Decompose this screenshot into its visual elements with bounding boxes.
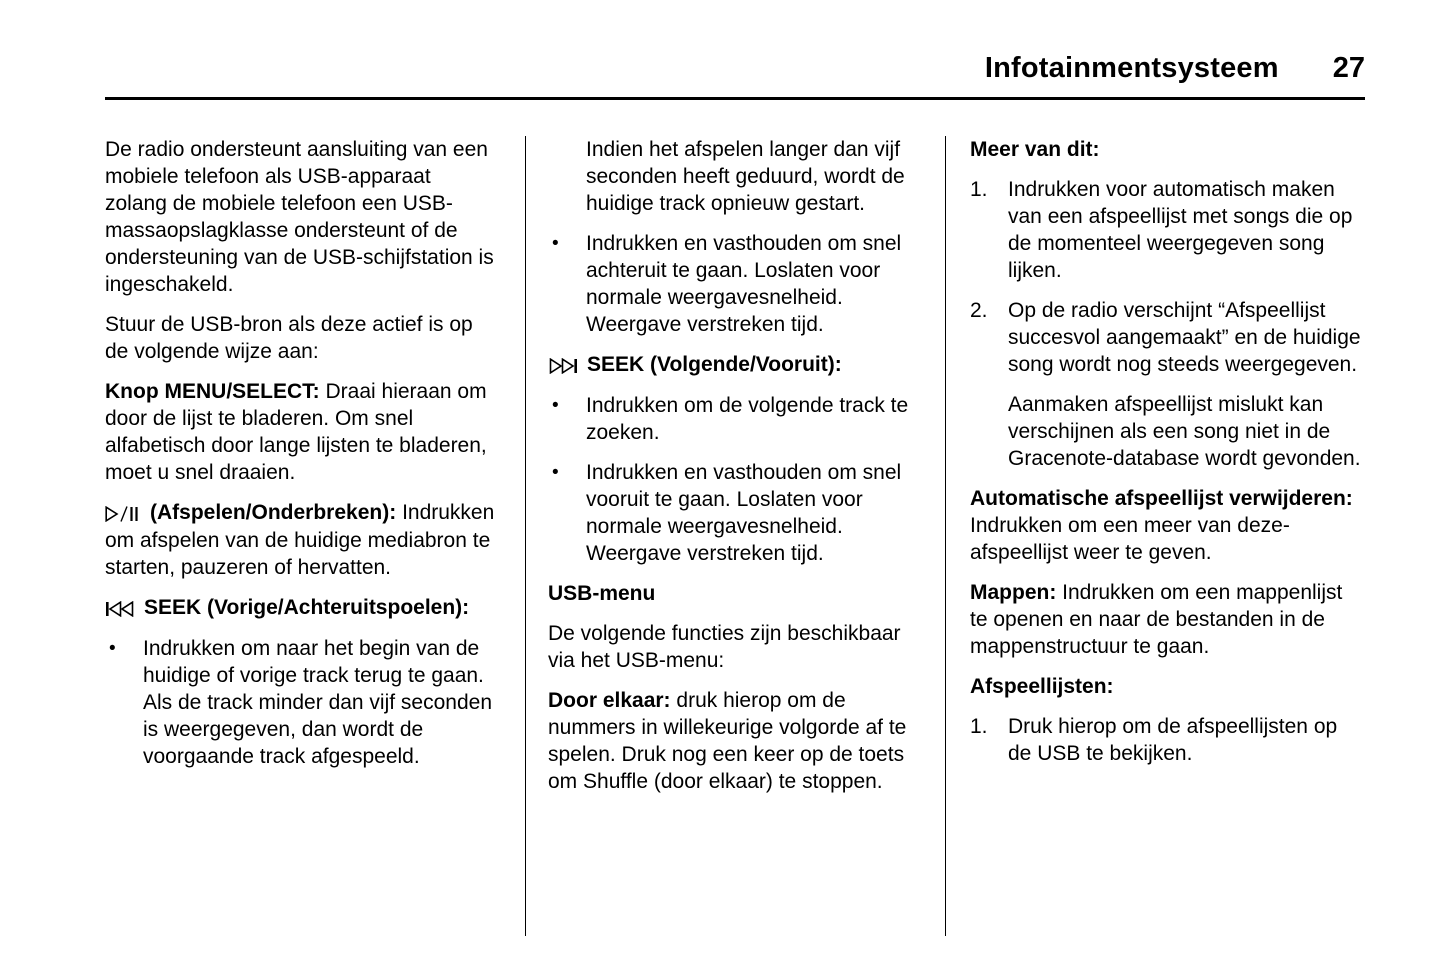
numbered-text: Indrukken voor automatisch maken van een afspeellijst met songs die op de momenteel weergegeven song lijken. (1008, 178, 1353, 282)
shuffle-paragraph (548, 687, 919, 795)
folders-text: Indrukken om een mappenlijst te openen en naar de bestanden in de mappenstructuur te gaan. (970, 581, 1343, 658)
bullet-text: Indrukken en vasthouden om snel achteruit te gaan. Loslaten voor normale weergavesnelheid. Weergave verstreken tijd. (586, 232, 902, 336)
seek-next-icon (548, 352, 578, 379)
number-marker: 1. (970, 715, 988, 738)
shuffle-label: Door elkaar: (548, 689, 671, 712)
usb-menu-intro: De volgende functies zijn beschikbaar via het USB-menu: (548, 622, 901, 672)
seek-previous-heading (105, 594, 495, 622)
column-1 (105, 136, 525, 936)
folders-label: Mappen: (970, 581, 1057, 604)
numbered-item (970, 713, 1365, 767)
page-header (105, 52, 1365, 85)
menu-select-label: Knop MENU/SELECT: (105, 380, 320, 403)
bullet-item (548, 392, 919, 446)
bullet-item (548, 230, 919, 338)
numbered-item (970, 176, 1365, 284)
bullet-text: Indrukken om de volgende track te zoeken. (586, 394, 909, 444)
folders-paragraph (970, 579, 1365, 660)
bullet-marker: • (552, 395, 559, 416)
header-rule (105, 97, 1365, 100)
usb-menu-heading: USB-menu (548, 582, 656, 605)
playlists-heading: Afspeellijsten: (970, 675, 1114, 698)
numbered-text: Druk hierop om de afspeellijsten op de USB te bekijken. (1008, 715, 1338, 765)
play-pause-icon (105, 500, 141, 527)
auto-playlist-delete-paragraph (970, 485, 1365, 566)
bullet-text: Indrukken en vasthouden om snel vooruit te gaan. Loslaten voor normale weergavesnelheid. Weergave verstreken tijd. (586, 461, 902, 565)
play-pause-text: Indrukken om afspelen van de huidige mediabron te starten, pauzeren of hervatten. (105, 501, 495, 579)
play-pause-label: (Afspelen/Onderbreken): (150, 501, 397, 524)
bullet-continuation-paragraph: Indien het afspelen langer dan vijf seconden heeft geduurd, wordt de huidige track opnieuw gestart. (586, 138, 905, 215)
bullet-marker: • (109, 638, 116, 659)
more-like-this-heading: Meer van dit: (970, 138, 1100, 161)
paragraph-usb-source: Stuur de USB-bron als deze actief is op de volgende wijze aan: (105, 313, 473, 363)
seek-previous-label: SEEK (Vorige/Achteruitspoelen): (144, 596, 470, 619)
column-2 (525, 136, 945, 936)
menu-select-paragraph (105, 378, 495, 486)
number-marker: 2. (970, 299, 988, 322)
content-columns (105, 136, 1365, 936)
page-title: Infotainmentsysteem (984, 52, 1279, 84)
seek-next-heading (548, 351, 919, 379)
bullet-item (548, 459, 919, 567)
shuffle-text: druk hierop om de nummers in willekeurige volgorde af te spelen. Druk nog een keer op de toets om Shuffle (door elkaar) te stoppen. (548, 689, 907, 793)
play-pause-paragraph (105, 499, 495, 581)
paragraph-usb-support: De radio ondersteunt aansluiting van een mobiele telefoon als USB-apparaat zolang de mobiele telefoon een USB-massaopslagklasse ondersteunt of de ondersteuning van de USB-schijfstation is ingeschakeld. (105, 138, 494, 296)
auto-playlist-delete-text: Indrukken om een meer van deze-afspeellijst weer te geven. (970, 514, 1290, 564)
bullet-marker: • (552, 233, 559, 254)
seek-previous-icon (105, 595, 135, 622)
column-3 (945, 136, 1365, 936)
number-marker: 1. (970, 178, 988, 201)
auto-playlist-delete-label: Automatische afspeellijst verwijderen: (970, 487, 1353, 510)
gracenote-note-paragraph: Aanmaken afspeellijst mislukt kan verschijnen als een song niet in de Gracenote-database wordt gevonden. (1008, 393, 1361, 470)
menu-select-text: Draai hieraan om door de lijst te bladeren. Om snel alfabetisch door lange lijsten te bladeren, moet u snel draaien. (105, 380, 487, 484)
bullet-text: Indrukken om naar het begin van de huidige of vorige track terug te gaan. Als de track minder dan vijf seconden is weergegeven, dan wordt de voorgaande track afgespeeld. (143, 637, 493, 768)
numbered-item (970, 297, 1365, 378)
seek-next-label: SEEK (Volgende/Vooruit): (587, 353, 842, 376)
bullet-marker: • (552, 462, 559, 483)
bullet-item (105, 635, 495, 770)
numbered-text: Op de radio verschijnt “Afspeellijst succesvol aangemaakt” en de huidige song wordt nog steeds weergegeven. (1008, 299, 1361, 376)
page-number: 27 (1332, 52, 1365, 84)
